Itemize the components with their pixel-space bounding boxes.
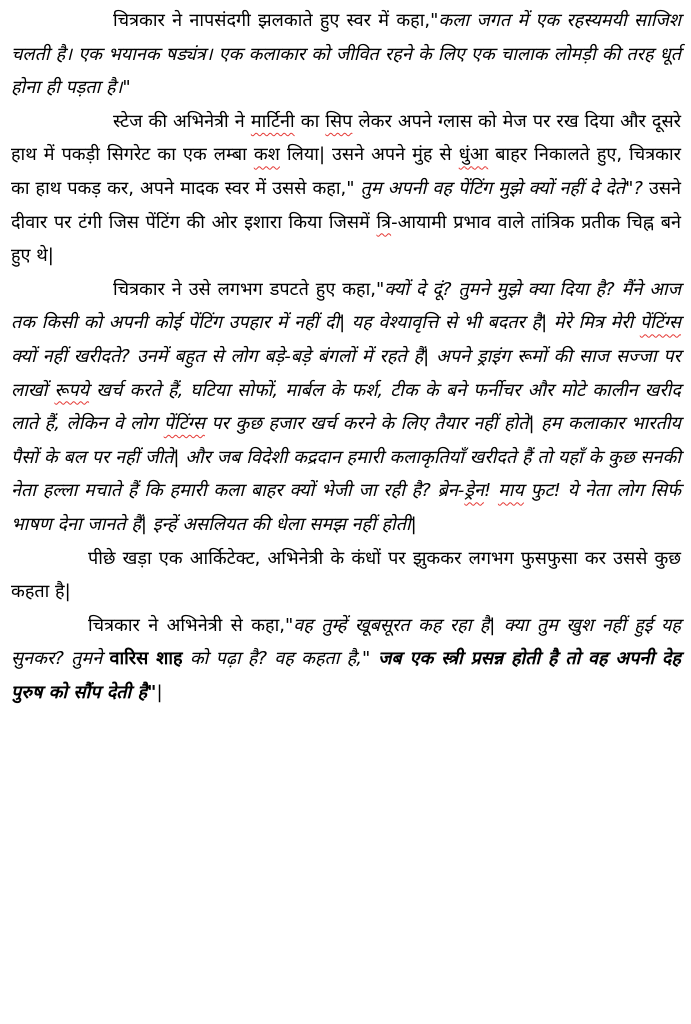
spellcheck-word-tri: त्रि (376, 211, 392, 233)
p5-name-waris-shah: वारिस शाह (109, 648, 183, 670)
paragraph-5 (11, 609, 681, 710)
paragraph-4 (11, 542, 681, 609)
p4-text: पीछे खड़ा एक आर्किटेक्ट, अभिनेत्री के कंधों पर झुककर लगभग फुसफुसा कर उससे कुछ कहता है| (11, 547, 681, 603)
p3-quote-1: क्यों दे दूं? तुमने मुझे क्या दिया है? मैंने आज तक किसी को अपनी कोई पेंटिंग उपहार में नहीं दी| यह वेश्यावृत्ति से भी बदतर है| मेरे मित्र मेरी (11, 278, 681, 334)
p2-quote: तुम अपनी वह पेंटिंग मुझे क्यों नहीं दे देते (354, 177, 626, 199)
p2-quote-end: "? (625, 177, 643, 199)
p5-quote-end: " (147, 681, 157, 703)
spellcheck-word-kash: कश (253, 144, 280, 166)
spellcheck-word-sip: सिप (325, 110, 353, 132)
p2-text-6: उसने दीवार पर टंगी जिस पेंटिंग की ओर इशारा किया जिसमें (11, 177, 681, 233)
p2-text-2: का (294, 110, 326, 132)
p5-end: | (156, 681, 163, 703)
paragraph-3 (11, 273, 681, 542)
p5-intro: चित्रकार ने अभिनेत्री से कहा," (88, 614, 294, 636)
p2-text-1: स्टेज की अभिनेत्री ने (113, 110, 251, 132)
p1-intro: चित्रकार ने नापसंदगी झलकाते हुए स्वर में कहा," (113, 10, 439, 31)
p5-quote-2: को पढ़ा है? वह कहता है," (182, 648, 371, 670)
p2-text-4: लिया| उसने अपने मुंह से (279, 144, 459, 166)
p2-text-5: बाहर निकालते हुए, चित्रकार का हाथ पकड़ कर, अपने मादक स्वर में उससे कहा," (11, 144, 681, 199)
p5-quote-1: वह तुम्हें खूबसूरत कह रहा है| क्या तुम खुश नहीं हुई यह सुनकर? तुमने (11, 614, 681, 670)
paragraph-2 (11, 105, 681, 273)
p3-quote-5: ! (483, 480, 498, 502)
p1-quote: कला जगत में एक रहस्यमयी साजिश चलती है। एक भयानक षड्यंत्र। एक कलाकार को जीवित रहने के लिए एक चालाक लोमड़ी की तरह धूर्त होना ही पड़ता है। (11, 10, 681, 99)
p3-quote-3: खर्च करते हैं, घटिया सोफों, मार्बल के फर्श, टीक के बने फर्नीचर और मोटे कालीन खरीद लाते हैं, लेकिन वे लोग (11, 379, 681, 435)
p1-close: " (122, 77, 131, 99)
p3-quote-2: क्यों नहीं खरीदते? उनमें बहुत से लोग बड़े-बड़े बंगलों में रहते हैं| अपने ड्राइंग रूमों की साज सज्जा पर लाखों (11, 345, 681, 401)
spellcheck-word-martini: मार्टिनी (250, 110, 295, 132)
spellcheck-word-drain: ड्रेन (464, 480, 484, 502)
document-page (11, 4, 681, 709)
p2-text-7: -आयामी प्रभाव वाले तांत्रिक प्रतीक चिह्न बने हुए थे| (11, 211, 681, 267)
p3-quote-6: फुट! ये नेता लोग सिर्फ भाषण देना जानते हैं| इन्हें असलियत की धेला समझ नहीं होती| (11, 480, 681, 535)
p3-intro: चित्रकार ने उसे लगभग डपटते हुए कहा," (113, 278, 385, 300)
p2-text-3: लेकर अपने ग्लास को मेज पर रख दिया और दूसरे हाथ में पकड़ी सिगरेट का एक लम्बा (11, 110, 681, 166)
p3-quote-4: पर कुछ हजार खर्च करने के लिए तैयार नहीं होते| हम कलाकार भारतीय पैसों के बल पर नहीं जीते| और जब विदेशी कद्रदान हमारी कलाकृतियाँ खरीदते हैं तो यहाँ के कुछ सनकी नेता हल्ला मचाते हैं कि हमारी कला बाहर क्यों भेजी जा रही है? ब्रेन- (11, 413, 681, 502)
spellcheck-word-paintings-2: पेंटिंग्स (163, 413, 205, 435)
paragraph-1 (11, 4, 681, 105)
spellcheck-word-dhuan: धुंआ (458, 144, 489, 166)
p5-bold-quote: जब एक स्त्री प्रसन्न होती है तो वह अपनी देह पुरुष को सौंप देती है (11, 648, 681, 703)
spellcheck-word-paintings-1: पेंटिंग्स (639, 312, 681, 334)
spellcheck-word-rupaye: रूपये (54, 379, 90, 401)
spellcheck-word-maay: माय (497, 480, 524, 502)
